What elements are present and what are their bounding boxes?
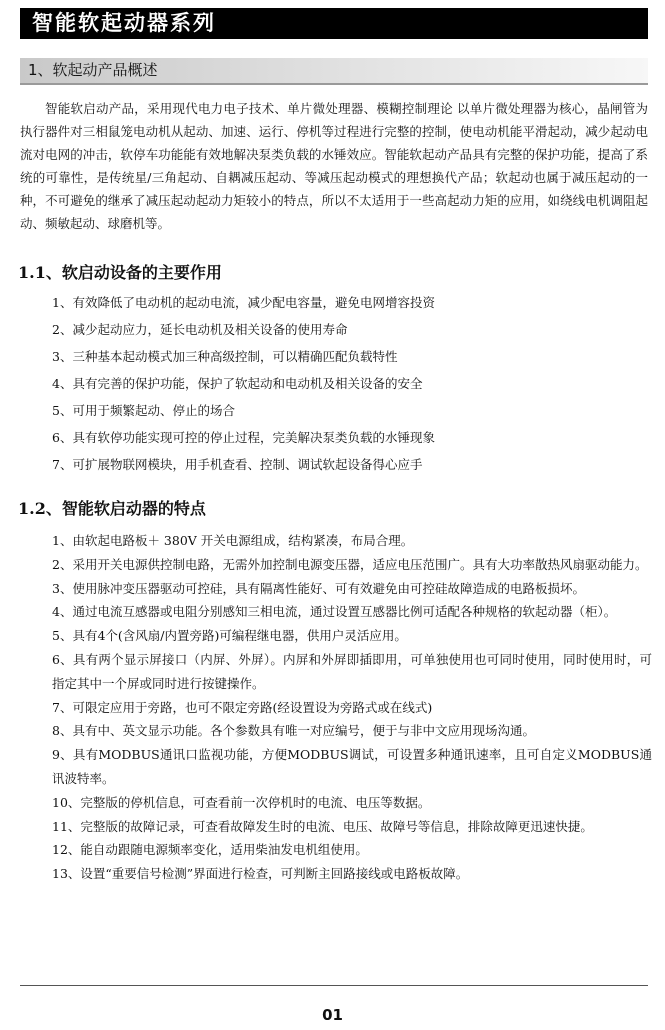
page-title-bar [20, 8, 648, 39]
list-item: 11、完整版的故障记录，可查看故障发生时的电流、电压、故障号等信息，排除故障更迅速快捷。 [52, 818, 593, 834]
list-item: 4、通过电流互感器或电阻分别感知三相电流，通过设置互感器比例可适配各种规格的软起动器（柜）。 [52, 604, 617, 620]
section-heading-bar [20, 58, 648, 85]
list-item: 4、具有完善的保护功能，保护了软起动和电动机及相关设备的安全 [52, 376, 423, 391]
list-item: 2、采用开关电源供控制电路，无需外加控制电源变压器，适应电压范围广。具有大功率散热风扇驱动能力。 [52, 556, 648, 572]
list-item: 12、能自动跟随电源频率变化，适用柴油发电机组使用。 [52, 842, 368, 858]
list-item: 7、可扩展物联网模块，用手机查看、控制、调试软起设备得心应手 [52, 457, 423, 472]
intro-paragraph: 智能软启动产品，采用现代电力电子技术、单片微处理器、模糊控制理论 以单片微处理器为核心，晶闸管为执行器件对三相鼠笼电动机从起动、加速、运行、停机等过程进行完整的控制，使电动机能平滑起动，减少起动电流对电网的冲击，软停车功能能有效地解决泵类负载的水锤效应。智能软起动产品具有完整的保护功能，提高了系统的可靠性，是传统星/三角起动、自耦减压起动、等减压起动模式的理想换代产品；软起动也属于减压起动的一种，不可避免的继承了减压起动起动力矩较小的特点，所以不太适用于一些高起动力矩的应用，如绕线电机调阻起动、频敏起动、球磨机等。 [20, 101, 648, 231]
list-item: 3、使用脉冲变压器驱动可控硅，具有隔离性能好、可有效避免由可控硅故障造成的电路板损坏。 [52, 580, 585, 596]
list-item: 5、可用于频繁起动、停止的场合 [52, 403, 235, 418]
list-item: 13、设置“重要信号检测”界面进行检查，可判断主回路接线或电路板故障。 [52, 866, 469, 882]
list-item: 2、减少起动应力，延长电动机及相关设备的使用寿命 [52, 322, 348, 337]
list-item: 3、三种基本起动模式加三种高级控制，可以精确匹配负载特性 [52, 349, 398, 364]
page-number: 01 [322, 1006, 343, 1024]
page-title: 智能软起动器系列 [32, 11, 216, 35]
feature-list [52, 529, 652, 886]
list-item: 9、具有MODBUS通讯口监视功能，方便MODBUS调试，可设置多种通讯速率，且可自定义MODBUS通讯波特率。 [52, 747, 652, 786]
list-item: 5、具有4个(含风扇/内置旁路)可编程继电器，供用户灵活应用。 [52, 628, 407, 644]
footer-divider [20, 985, 648, 986]
section-heading: 1、软起动产品概述 [28, 61, 158, 79]
list-item: 1、有效降低了电动机的起动电流，减少配电容量，避免电网增容投资 [52, 295, 435, 310]
list-item: 1、由软起电路板＋ 380V 开关电源组成，结构紧凑，布局合理。 [52, 533, 414, 548]
list-item: 10、完整版的停机信息，可查看前一次停机时的电流、电压等数据。 [52, 794, 431, 810]
list-item: 6、具有软停功能实现可控的停止过程，完美解决泵类负载的水锤现象 [52, 430, 435, 445]
list-item: 7、可限定应用于旁路，也可不限定旁路(经设置设为旁路式或在线式) [52, 699, 433, 715]
subsection-heading-1-2: 1.2、智能软启动器的特点 [18, 499, 206, 518]
function-list [52, 289, 652, 478]
subsection-heading-1-1: 1.1、软启动设备的主要作用 [18, 263, 222, 282]
list-item: 6、具有两个显示屏接口（内屏、外屏）。内屏和外屏即插即用，可单独使用也可同时使用，同时使用时，可指定其中一个屏或同时进行按键操作。 [52, 651, 652, 691]
list-item: 8、具有中、英文显示功能。各个参数具有唯一对应编号，便于与非中文应用现场沟通。 [52, 723, 535, 739]
